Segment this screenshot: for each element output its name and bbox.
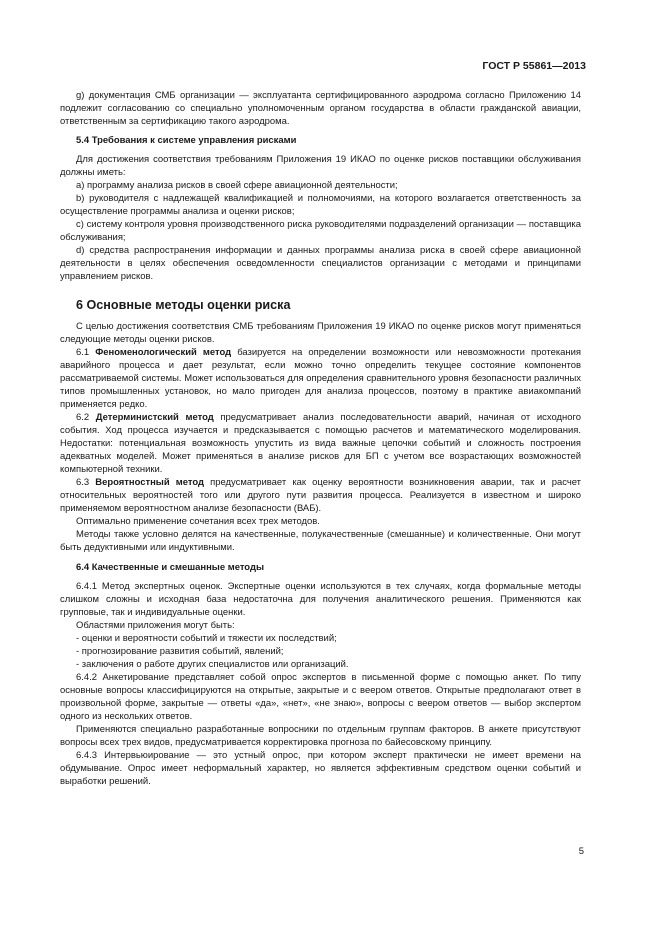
clause-text: предусматривает как оценку вероятности возникновения аварии, так и расчет относительных вероятностей того или другого пути развития процесса. Реализуется в известном и широко применяемом вероятностном анализе безопасности (ВАБ). (60, 477, 581, 514)
subsection-heading-5-4: 5.4 Требования к системе управления рисками (76, 135, 297, 146)
paragraph-application-areas: Областями приложения могут быть: (76, 620, 235, 631)
paragraph-6-1-phenomenological (60, 346, 581, 411)
paragraph-g-documentation: g) документация СМБ организации — эксплуатанта сертифицированного аэродрома согласно Приложению 14 подлежит согласованию со специально уполномоченным органом государства в области гражданской авиации, ответственным за сертификацию такого аэродрома. (60, 90, 581, 127)
paragraph-method-types: Методы также условно делятся на качественные, полукачественные (смешанные) и количественные. Они могут быть дедуктивными или индуктивными. (60, 529, 581, 553)
paragraph-6-3-probabilistic (60, 476, 581, 515)
clause-number: 6.3 (76, 477, 96, 488)
subsection-heading-6-4: 6.4 Качественные и смешанные методы (76, 562, 265, 573)
list-item-c: c) систему контроля уровня производственного риска руководителями подразделений организации — поставщика обслуживания; (60, 219, 581, 243)
page-number: 5 (578, 846, 584, 857)
paragraph-questionnaire-details: Применяются специально разработанные вопросники по отдельным группам факторов. В анкете присутствуют вопросы всех трех видов, предусматривается корректировка прогноза по байесовскому принципу. (60, 724, 581, 748)
paragraph-requirements-intro: Для достижения соответствия требованиям Приложения 19 ИКАО по оценке рисков поставщики обслуживания должны иметь: (60, 154, 581, 178)
clause-number: 6.1 (76, 347, 96, 358)
list-item-d: d) средства распространения информации и данных программы анализа риска в своей сфере авиационной деятельности в целях обеспечения осведомленности специалистов организации с методами и принципами управлением рисков. (60, 245, 581, 282)
standard-code-header: ГОСТ Р 55861—2013 (482, 60, 586, 72)
list-item-b: b) руководителя с надлежащей квалификацией и полномочиями, на которого возлагается ответственность за осуществление программы анализа и оценки рисков; (60, 193, 581, 217)
paragraph-6-4-3-interview: 6.4.3 Интервьюирование — это устный опрос, при котором эксперт практически не имеет времени на обдумывание. Опрос имеет неформальный характер, но является эффективным средством оценки событий и выработки решений. (60, 750, 581, 787)
paragraph-6-2-deterministic (60, 411, 581, 476)
term-bold: Детерминистский метод (95, 412, 214, 423)
clause-number: 6.2 (76, 412, 96, 423)
list-item-dash-2: - прогнозирование развития событий, явлений; (76, 646, 284, 657)
section-heading-6: 6 Основные методы оценки риска (76, 298, 291, 312)
list-item-dash-1: - оценки и вероятности событий и тяжести их последствий; (76, 633, 337, 644)
paragraph-6-4-1-expert-evaluation: 6.4.1 Метод экспертных оценок. Экспертные оценки используются в тех случаях, когда формальные методы слишком сложны и исходная база недостаточна для получения аналитического решения. Применяются как групповые, так и индивидуальные оценки. (60, 581, 581, 618)
term-bold: Вероятностный метод (95, 477, 205, 488)
paragraph-optimal-combination: Оптимально применение сочетания всех трех методов. (76, 516, 320, 527)
document-body (60, 89, 581, 788)
list-item-dash-3: - заключения о работе других специалистов или организаций. (76, 659, 349, 670)
term-bold: Феноменологический метод (95, 347, 232, 358)
clause-text: предусматривает анализ последовательности аварий, начиная от исходного события. Ход процесса изучается и предсказывается с помощью расчетов и математического моделирования. Недостатки: потенциальная возможность упустить из вида важные цепочки событий и сложность построения адекватных моделей. Может применяться в анализе рисков для БП с учетом все возрастающих возможностей компьютерной техники. (60, 412, 581, 475)
list-item-a: a) программу анализа рисков в своей сфере авиационной деятельности; (76, 180, 398, 191)
paragraph-6-4-2-questionnaire: 6.4.2 Анкетирование представляет собой опрос экспертов в письменной форме с помощью анкет. По типу основные вопросы классифицируются на открытые, закрытые и с веером ответов. Открытые предполагают ответ в произвольной форме, закрытые — ответы «да», «нет», «не знаю», вопросы с веером ответов — выбор экспертом одного из нескольких ответов. (60, 672, 581, 722)
paragraph-methods-intro: С целью достижения соответствия СМБ требованиям Приложения 19 ИКАО по оценке рисков могут применяться следующие методы оценки рисков. (60, 321, 581, 345)
clause-text: базируется на определении возможности или невозможности протекания аварийного процесса и дает результат, если можно точно определить текущее состояние компонентов рассматриваемой системы. Может использоваться для определения сравнительного уровня безопасности различных типов промышленных установок, но мало пригоден для анализа процессов, поэтому в практике авиакомпаний применяется редко. (60, 347, 582, 410)
